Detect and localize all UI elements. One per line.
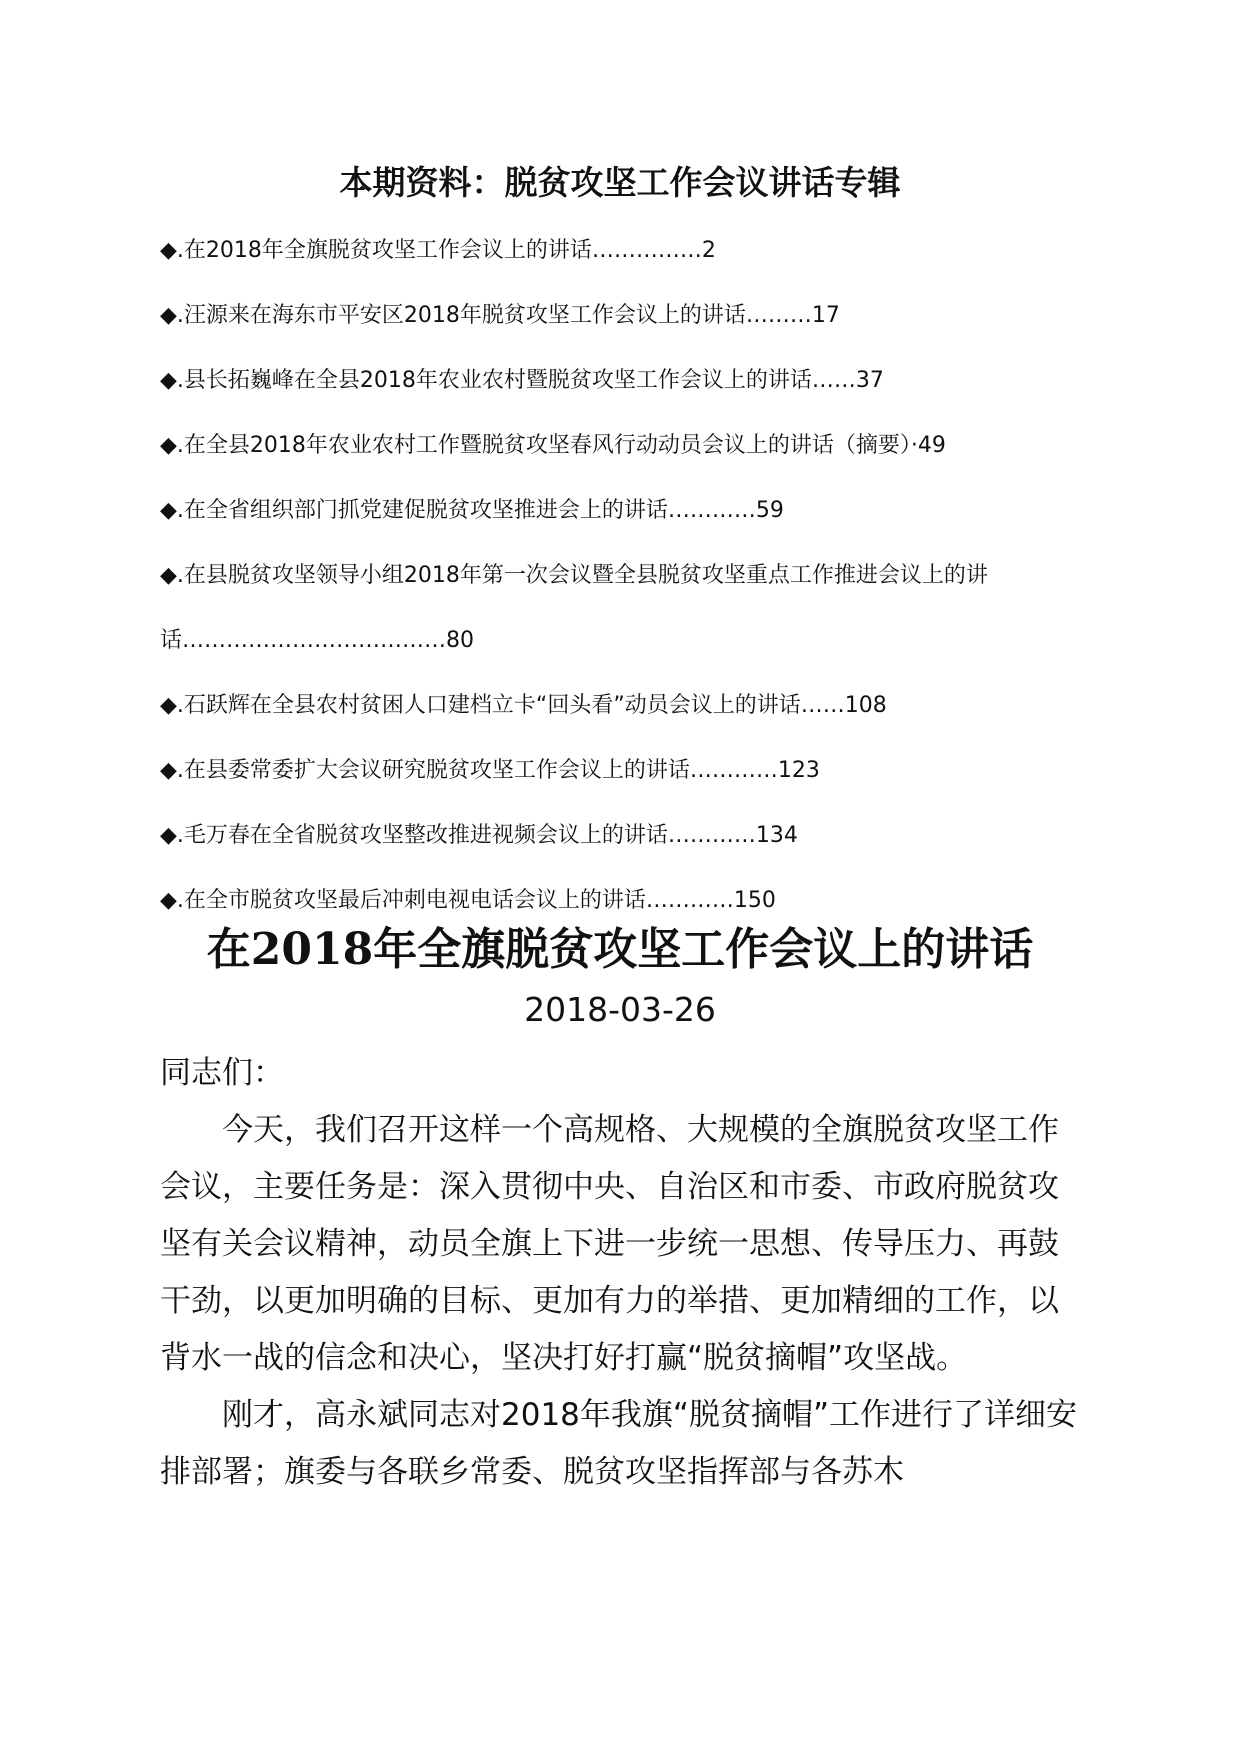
toc-item-text: 在全省组织部门抓党建促脱贫攻坚推进会上的讲话…………59	[183, 498, 784, 523]
toc-item-text: 汪源来在海东市平安区2018年脱贫攻坚工作会议上的讲话………17	[183, 303, 840, 328]
toc-item[interactable]: ◆.县长拓巍峰在全县2018年农业农村暨脱贫攻坚工作会议上的讲话……37	[160, 368, 884, 393]
toc-list	[160, 218, 1100, 933]
diamond-bullet-icon: ◆	[160, 303, 177, 328]
toc-item[interactable]: ◆.在全省组织部门抓党建促脱贫攻坚推进会上的讲话…………59	[160, 498, 784, 523]
toc-item-text: 毛万春在全省脱贫攻坚整改推进视频会议上的讲话…………134	[183, 823, 798, 848]
diamond-bullet-icon: ◆	[160, 823, 177, 848]
toc-item-text: 在全市脱贫攻坚最后冲刺电视电话会议上的讲话…………150	[183, 888, 776, 913]
body-paragraph: 今天，我们召开这样一个高规格、大规模的全旗脱贫攻坚工作会议，主要任务是：深入贯彻中央、自治区和市委、市政府脱贫攻坚有关会议精神，动员全旗上下进一步统一思想、传导压力、再鼓干劲，以更加明确的目标、更加有力的举措、更加精细的工作，以背水一战的信念和决心，坚决打好打赢“脱贫摘帽”攻坚战。	[160, 1112, 1059, 1376]
toc-item-text: 在全县2018年农业农村工作暨脱贫攻坚春风行动动员会议上的讲话（摘要）·49	[183, 433, 946, 458]
toc-item-text: 在县委常委扩大会议研究脱贫攻坚工作会议上的讲话…………123	[183, 758, 820, 783]
toc-item[interactable]: ◆.在全县2018年农业农村工作暨脱贫攻坚春风行动动员会议上的讲话（摘要）·49	[160, 433, 946, 458]
diamond-bullet-icon: ◆	[160, 693, 177, 718]
diamond-bullet-icon: ◆	[160, 238, 177, 263]
salutation: 同志们：	[160, 1055, 284, 1091]
body-paragraph: 刚才，高永斌同志对2018年我旗“脱贫摘帽”工作进行了详细安排部署；旗委与各联乡常委、脱贫攻坚指挥部与各苏木	[160, 1397, 1078, 1490]
toc-item[interactable]: ◆.石跃辉在全县农村贫困人口建档立卡“回头看”动员会议上的讲话……108	[160, 693, 887, 718]
toc-item-text: 县长拓巍峰在全县2018年农业农村暨脱贫攻坚工作会议上的讲话……37	[183, 368, 884, 393]
article-title: 在2018年全旗脱贫攻坚工作会议上的讲话	[206, 924, 1034, 975]
toc-item[interactable]: ◆.在全市脱贫攻坚最后冲刺电视电话会议上的讲话…………150	[160, 888, 776, 913]
toc-item[interactable]: ◆.汪源来在海东市平安区2018年脱贫攻坚工作会议上的讲话………17	[160, 303, 840, 328]
article-date: 2018-03-26	[524, 990, 716, 1029]
toc-item[interactable]: ◆.毛万春在全省脱贫攻坚整改推进视频会议上的讲话…………134	[160, 823, 798, 848]
article-body	[160, 1045, 1080, 1501]
toc-item[interactable]: ◆.在县委常委扩大会议研究脱贫攻坚工作会议上的讲话…………123	[160, 758, 820, 783]
toc-item[interactable]: ◆.在2018年全旗脱贫攻坚工作会议上的讲话……………2	[160, 238, 716, 263]
diamond-bullet-icon: ◆	[160, 498, 177, 523]
diamond-bullet-icon: ◆	[160, 368, 177, 393]
toc-item[interactable]: ◆.在县脱贫攻坚领导小组2018年第一次会议暨全县脱贫攻坚重点工作推进会议上的讲话………………………………80	[160, 563, 988, 653]
toc-item-text: 石跃辉在全县农村贫困人口建档立卡“回头看”动员会议上的讲话……108	[183, 693, 887, 718]
toc-item-text: 在县脱贫攻坚领导小组2018年第一次会议暨全县脱贫攻坚重点工作推进会议上的讲话………………………………80	[160, 563, 988, 653]
toc-title: 本期资料：脱贫攻坚工作会议讲话专辑	[339, 163, 901, 202]
diamond-bullet-icon: ◆	[160, 758, 177, 783]
diamond-bullet-icon: ◆	[160, 888, 177, 913]
toc-item-text: 在2018年全旗脱贫攻坚工作会议上的讲话……………2	[183, 238, 716, 263]
diamond-bullet-icon: ◆	[160, 563, 177, 588]
diamond-bullet-icon: ◆	[160, 433, 177, 458]
